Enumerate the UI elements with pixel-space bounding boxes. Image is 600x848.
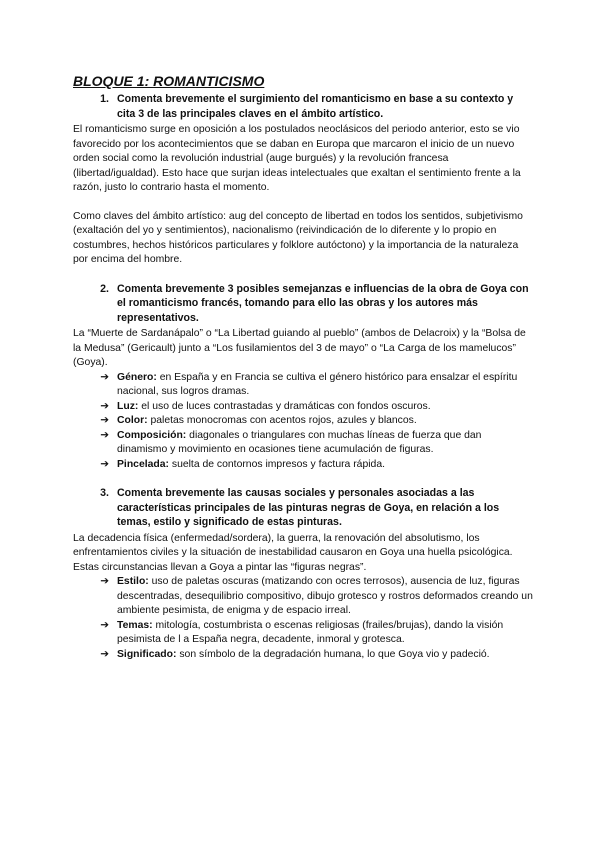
question-number: 1. — [100, 93, 109, 105]
answer-3-paragraph-2: Estas circunstancias llevan a Goya a pintar las “figuras negras”. — [73, 561, 367, 573]
arrow-icon: ➔ — [100, 648, 109, 660]
arrow-icon: ➔ — [100, 458, 109, 470]
arrow-icon: ➔ — [100, 371, 109, 383]
bullet-text: uso de paletas oscuras (matizando con ocres terrosos), ausencia de luz, figuras descentradas, desequilibrio compositivo, dibujo grotesco y rostros deformados creando un ambiente pesimista, de enigma y de espacio irreal. — [117, 576, 533, 616]
bullet-text: diagonales o triangulares con muchas líneas de fuerza que dan dinamismo y movimiento en ocasiones tiene acumulación de figuras. — [117, 429, 482, 455]
arrow-icon: ➔ — [100, 400, 109, 412]
answer-1-paragraph-2: Como claves del ámbito artístico: aug del concepto de libertad en todos los sentidos, subjetivismo (exaltación del yo y sentimientos), nacionalismo (reivindicación de lo diferente y lo propio en costumbres, hechos históricos particulares y folklore autóctono) y la importancia de la naturaleza por encima del hombre. — [73, 210, 523, 265]
arrow-icon: ➔ — [100, 619, 109, 631]
arrow-icon: ➔ — [100, 429, 109, 441]
answer-2-bullet-list — [73, 371, 533, 473]
bullet-text: el uso de luces contrastadas y dramáticas con fondos oscuros. — [138, 400, 431, 412]
bullet-text: en España y en Francia se cultiva el género histórico para ensalzar el espíritu nacional, sus logros dramas. — [117, 371, 518, 397]
question-1 — [73, 92, 533, 121]
question-number: 2. — [100, 282, 109, 295]
bullet-label: Luz: — [117, 400, 139, 412]
bullet-text: suelta de contornos impresos y factura rápida. — [168, 458, 385, 470]
question-2 — [73, 282, 533, 326]
list-item — [73, 371, 533, 400]
arrow-icon: ➔ — [100, 576, 109, 587]
answer-1-paragraph-1: El romanticismo surge en oposición a los postulados neoclásicos del periodo anterior, esto se vio favorecido por los acontecimientos que se daban en Europa que marcaron el inicio de un nuevo orden social como la revolución industrial (auge burgués) y la revolución francesa (libertad/igualdad). Esto hace que surjan ideas intelectuales que exaltan el sentimiento frente a la razón, justo lo contrario hasta el momento. — [73, 124, 521, 193]
bullet-label: Pincelada: — [117, 458, 169, 470]
question-3 — [73, 486, 533, 530]
document-title: BLOQUE 1: ROMANTICISMO — [73, 73, 265, 89]
answer-3-bullet-list — [73, 575, 533, 662]
bullet-label: Composición: — [117, 429, 187, 441]
list-item — [73, 619, 533, 648]
bullet-text: son símbolo de la degradación humana, lo que Goya vio y padeció. — [176, 648, 490, 660]
question-text: Comenta brevemente las causas sociales y personales asociadas a las características principales de las pinturas negras de Goya, en relación a los temas, estilo y significado de estas pinturas. — [117, 487, 500, 528]
question-text: Comenta brevemente el surgimiento del romanticismo en base a su contexto y cita 3 de las principales claves en el ámbito artístico. — [117, 93, 514, 120]
question-number: 3. — [100, 487, 109, 499]
answer-2-intro: La “Muerte de Sardanápalo” o “La Libertad guiando al pueblo” (ambos de Delacroix) y la “Bolsa de la Medusa” (Gericault) junto a “Los fusilamientos del 3 de mayo” o “La Carga de los mamelucos” (Goya). — [73, 328, 526, 368]
document-page — [73, 73, 533, 662]
list-item — [73, 575, 533, 619]
list-item — [73, 429, 533, 458]
arrow-icon: ➔ — [100, 415, 109, 426]
list-item — [73, 414, 533, 429]
bullet-label: Temas: — [117, 619, 153, 631]
list-item — [73, 458, 533, 473]
bullet-label: Género: — [117, 371, 157, 383]
answer-3-paragraph-1: La decadencia física (enfermedad/sordera), la guerra, la renovación del absolutismo, los enfrentamientos civiles y la situación de inestabilidad causaron en Goya una huella psicológica. — [73, 532, 513, 558]
bullet-text: paletas monocromas con acentos rojos, azules y blancos. — [147, 415, 417, 426]
bullet-text: mitología, costumbrista o escenas religiosas (frailes/brujas), dando la visión pesimista de l a España negra, decadente, inmoral y grotesca. — [117, 619, 504, 645]
bullet-label: Significado: — [117, 648, 177, 660]
list-item — [73, 648, 533, 663]
bullet-label: Estilo: — [117, 576, 149, 587]
list-item — [73, 400, 533, 415]
question-text: Comenta brevemente 3 posibles semejanzas e influencias de la obra de Goya con el romanticismo francés, tomando para ello las obras y los autores más representativos. — [117, 282, 529, 324]
bullet-label: Color: — [117, 415, 148, 426]
